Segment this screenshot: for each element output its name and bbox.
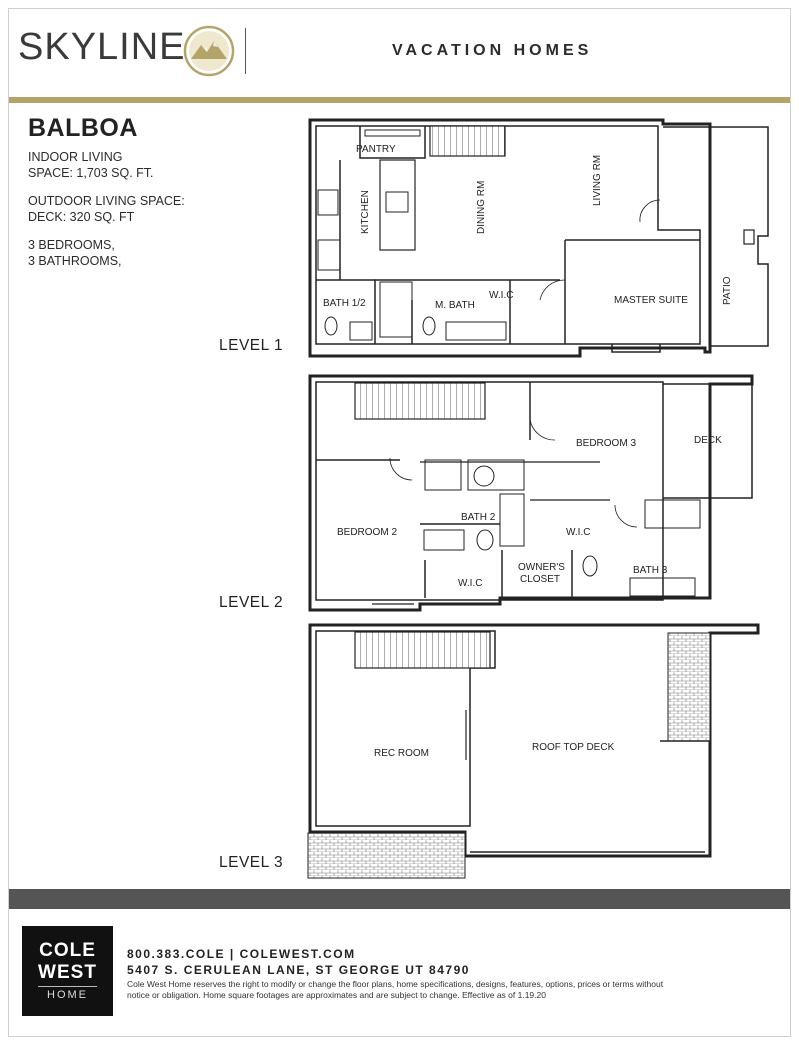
room-bedroom-3: BEDROOM 3 [576, 438, 637, 449]
disclaimer-text: Cole West Home reserves the right to modify or change the floor plans, home specifications, designs, features, options, prices or terms without notice or obligation. Home square footages are approximates and are subject to change. Effective as of 1.19.20 [127, 979, 664, 1000]
level-1-plan [310, 120, 768, 356]
level-2-labels [337, 435, 722, 589]
room-wic-3: W.I.C [458, 578, 483, 589]
room-rec-room: REC ROOM [374, 748, 429, 759]
room-roof-top-deck: ROOF TOP DECK [532, 742, 615, 753]
room-bath-3: BATH 3 [633, 565, 668, 576]
room-living: LIVING RM [592, 154, 603, 206]
logo-line-3: HOME [47, 989, 88, 1001]
level-1-label: LEVEL 1 [219, 337, 284, 354]
contact-address: 5407 S. CERULEAN LANE, ST GEORGE UT 84790 [127, 963, 470, 977]
room-owners-closet-1: OWNER'S [518, 562, 565, 573]
logo-line-1: COLE [39, 940, 96, 961]
room-bath-2: BATH 2 [461, 512, 496, 523]
room-deck: DECK [694, 435, 722, 446]
room-wic-2: W.I.C [566, 527, 591, 538]
room-patio: PATIO [722, 276, 733, 305]
room-dining: DINING RM [476, 180, 487, 234]
room-bedroom-2: BEDROOM 2 [337, 527, 398, 538]
logo-rule [38, 986, 97, 987]
room-kitchen: KITCHEN [360, 190, 371, 234]
room-bath-half: BATH 1/2 [323, 298, 366, 309]
plan-title: BALBOA [28, 114, 138, 142]
logo-line-2: WEST [38, 962, 97, 983]
outdoor-living-value: DECK: 320 SQ. FT [28, 210, 135, 224]
cole-west-logo [22, 926, 113, 1016]
room-pantry: PANTRY [356, 144, 396, 155]
room-master-suite: MASTER SUITE [614, 295, 688, 306]
footer-dark-bar [9, 889, 790, 909]
room-owners-closet-2: CLOSET [520, 574, 561, 585]
level-3-labels [374, 742, 615, 759]
level-2-label: LEVEL 2 [219, 594, 284, 611]
level-3-label: LEVEL 3 [219, 854, 284, 871]
indoor-living-label: INDOOR LIVING [28, 150, 123, 164]
bathroom-count: 3 BATHROOMS, [28, 254, 122, 268]
contact-phone-website: 800.383.COLE | COLEWEST.COM [127, 947, 356, 961]
room-wic-1: W.I.C [489, 290, 514, 301]
indoor-living-value: SPACE: 1,703 SQ. FT. [28, 166, 154, 180]
level-1-labels [323, 144, 733, 311]
bedroom-count: 3 BEDROOMS, [28, 238, 115, 252]
tagline: VACATION HOMES [392, 42, 593, 59]
outdoor-living-label: OUTDOOR LIVING SPACE: [28, 194, 185, 208]
room-master-bath: M. BATH [435, 300, 475, 311]
brand-logo-text: SKYLINE [18, 26, 186, 68]
